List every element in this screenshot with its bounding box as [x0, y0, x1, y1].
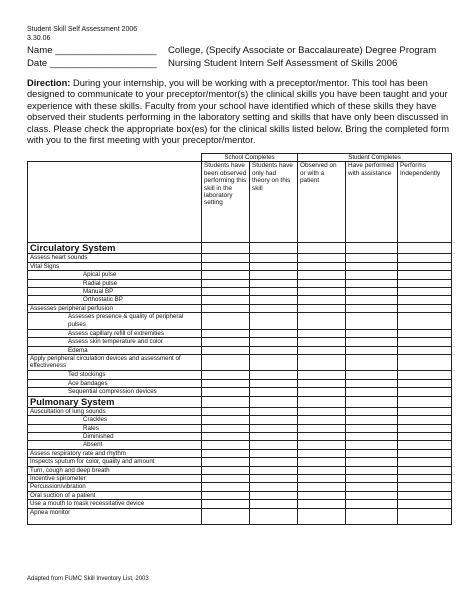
- checkbox-cell-performed-with-assistance[interactable]: [346, 441, 398, 449]
- checkbox-cell-performs-independently[interactable]: [398, 424, 452, 432]
- skill-label: Diminished: [28, 432, 202, 440]
- skill-row: [28, 304, 452, 312]
- checkbox-cell-performs-independently[interactable]: [398, 329, 452, 337]
- checkbox-cell-theory-only[interactable]: [250, 388, 298, 396]
- checkbox-cell-observed-on-patient[interactable]: [298, 491, 346, 499]
- checkbox-cell-theory-only[interactable]: [250, 304, 298, 312]
- checkbox-cell-observed-in-lab[interactable]: [202, 279, 250, 287]
- checkbox-cell-observed-on-patient[interactable]: [298, 262, 346, 270]
- skill-label: Inspects sputum for color, quality and amount: [28, 458, 202, 466]
- skill-label: Rales: [28, 424, 202, 432]
- checkbox-cell-observed-in-lab[interactable]: [202, 338, 250, 346]
- skill-label: Ted stockings: [28, 371, 202, 379]
- checkbox-cell-performed-with-assistance[interactable]: [346, 338, 398, 346]
- checkbox-cell-observed-on-patient[interactable]: [298, 483, 346, 491]
- skill-label: Percussion/vibration: [28, 483, 202, 491]
- checkbox-cell-performs-independently[interactable]: [398, 313, 452, 330]
- document-subtitle: Student Skill Self Assessment 2006: [27, 26, 138, 33]
- checkbox-cell-observed-on-patient[interactable]: [298, 354, 346, 371]
- checkbox-cell-observed-in-lab[interactable]: [202, 508, 250, 525]
- checkbox-cell-performs-independently: [398, 243, 452, 254]
- checkbox-cell-theory-only[interactable]: [250, 346, 298, 354]
- checkbox-cell-performs-independently[interactable]: [398, 354, 452, 371]
- skill-row: [28, 432, 452, 440]
- checkbox-cell-observed-in-lab[interactable]: [202, 388, 250, 396]
- checkbox-cell-performs-independently[interactable]: [398, 449, 452, 457]
- skill-label: Radial pulse: [28, 279, 202, 287]
- checkbox-cell-theory-only[interactable]: [250, 432, 298, 440]
- skill-row: [28, 458, 452, 466]
- student-completes-header: Student Completes: [298, 154, 452, 162]
- checkbox-cell-observed-on-patient[interactable]: [298, 254, 346, 262]
- skill-row: [28, 279, 452, 287]
- checkbox-cell-observed-on-patient[interactable]: [298, 449, 346, 457]
- checkbox-cell-theory-only[interactable]: [250, 279, 298, 287]
- checkbox-cell-performs-independently[interactable]: [398, 279, 452, 287]
- checkbox-cell-performs-independently[interactable]: [398, 262, 452, 270]
- checkbox-cell-observed-on-patient[interactable]: [298, 441, 346, 449]
- checkbox-cell-theory-only[interactable]: [250, 483, 298, 491]
- checkbox-cell-observed-on-patient[interactable]: [298, 474, 346, 482]
- checkbox-cell-observed-on-patient: [298, 396, 346, 407]
- col-performed-with-assistance-header: Have performed with assistance: [346, 162, 398, 243]
- checkbox-cell-observed-on-patient[interactable]: [298, 304, 346, 312]
- checkbox-cell-observed-in-lab[interactable]: [202, 483, 250, 491]
- checkbox-cell-theory-only[interactable]: [250, 254, 298, 262]
- checkbox-cell-observed-on-patient[interactable]: [298, 388, 346, 396]
- checkbox-cell-observed-on-patient[interactable]: [298, 432, 346, 440]
- checkbox-cell-observed-on-patient[interactable]: [298, 424, 346, 432]
- skill-row: [28, 379, 452, 387]
- checkbox-cell-observed-on-patient[interactable]: [298, 508, 346, 525]
- checkbox-cell-theory-only[interactable]: [250, 313, 298, 330]
- blank-corner-cell: [28, 154, 202, 162]
- skill-row: [28, 416, 452, 424]
- checkbox-cell-theory-only: [250, 396, 298, 407]
- skill-label: Assess capillary refill of extremities: [28, 329, 202, 337]
- skill-row: [28, 271, 452, 279]
- skill-row: [28, 500, 452, 508]
- checkbox-cell-performed-with-assistance[interactable]: [346, 424, 398, 432]
- checkbox-cell-observed-on-patient[interactable]: [298, 271, 346, 279]
- checkbox-cell-performs-independently[interactable]: [398, 416, 452, 424]
- name-field-label: Name ___________________: [27, 45, 157, 56]
- column-group-row: [28, 154, 452, 162]
- checkbox-cell-performed-with-assistance[interactable]: [346, 329, 398, 337]
- checkbox-cell-theory-only[interactable]: [250, 354, 298, 371]
- checkbox-cell-performs-independently[interactable]: [398, 466, 452, 474]
- skill-row: [28, 371, 452, 379]
- checkbox-cell-observed-in-lab[interactable]: [202, 371, 250, 379]
- skill-label: Sequential compression devices: [28, 388, 202, 396]
- checkbox-cell-performs-independently[interactable]: [398, 500, 452, 508]
- section-row: [28, 396, 452, 407]
- checkbox-cell-performed-with-assistance[interactable]: [346, 466, 398, 474]
- skill-row: [28, 338, 452, 346]
- checkbox-cell-observed-in-lab[interactable]: [202, 416, 250, 424]
- column-header-row: [28, 162, 452, 243]
- checkbox-cell-performed-with-assistance[interactable]: [346, 254, 398, 262]
- checkbox-cell-performs-independently[interactable]: [398, 441, 452, 449]
- checkbox-cell-performs-independently[interactable]: [398, 379, 452, 387]
- skill-label: Apply peripheral circulation devices and assessment of effectiveness: [28, 354, 202, 371]
- checkbox-cell-observed-in-lab[interactable]: [202, 329, 250, 337]
- col-observed-in-lab-header: Students have been observed performing this skill in the laboratory setting: [202, 162, 250, 243]
- checkbox-cell-performed-with-assistance[interactable]: [346, 313, 398, 330]
- section-heading: Circulatory System: [28, 243, 202, 254]
- checkbox-cell-observed-in-lab[interactable]: [202, 424, 250, 432]
- skills-table: [27, 153, 452, 525]
- skill-row: [28, 354, 452, 371]
- checkbox-cell-performed-with-assistance[interactable]: [346, 508, 398, 525]
- checkbox-cell-observed-in-lab: [202, 396, 250, 407]
- checkbox-cell-performs-independently[interactable]: [398, 407, 452, 415]
- checkbox-cell-theory-only[interactable]: [250, 407, 298, 415]
- skill-row: [28, 288, 452, 296]
- checkbox-cell-performed-with-assistance[interactable]: [346, 500, 398, 508]
- skill-label: Use a mouth to mask recessitative device: [28, 500, 202, 508]
- checkbox-cell-observed-in-lab[interactable]: [202, 449, 250, 457]
- checkbox-cell-performed-with-assistance[interactable]: [346, 271, 398, 279]
- checkbox-cell-observed-in-lab[interactable]: [202, 346, 250, 354]
- checkbox-cell-performed-with-assistance[interactable]: [346, 279, 398, 287]
- checkbox-cell-observed-in-lab[interactable]: [202, 288, 250, 296]
- checkbox-cell-performed-with-assistance: [346, 396, 398, 407]
- direction-label: Direction:: [27, 78, 71, 88]
- skill-row: [28, 346, 452, 354]
- checkbox-cell-performs-independently[interactable]: [398, 474, 452, 482]
- skill-row: [28, 254, 452, 262]
- degree-program-label: College, (Specify Associate or Baccalaureate) Degree Program: [168, 45, 437, 56]
- skill-row: [28, 329, 452, 337]
- direction-paragraph: [27, 78, 451, 146]
- checkbox-cell-observed-on-patient[interactable]: [298, 416, 346, 424]
- checkbox-cell-performs-independently[interactable]: [398, 338, 452, 346]
- checkbox-cell-performs-independently: [398, 396, 452, 407]
- checkbox-cell-performs-independently[interactable]: [398, 508, 452, 525]
- checkbox-cell-observed-in-lab[interactable]: [202, 474, 250, 482]
- checkbox-cell-theory-only[interactable]: [250, 338, 298, 346]
- checkbox-cell-performed-with-assistance[interactable]: [346, 354, 398, 371]
- checkbox-cell-observed-on-patient[interactable]: [298, 458, 346, 466]
- document-date-code: 3.30.06: [27, 35, 51, 42]
- checkbox-cell-performed-with-assistance[interactable]: [346, 407, 398, 415]
- checkbox-cell-observed-on-patient[interactable]: [298, 329, 346, 337]
- checkbox-cell-performs-independently[interactable]: [398, 346, 452, 354]
- checkbox-cell-theory-only[interactable]: [250, 458, 298, 466]
- col-observed-on-patient-header: Observed on or with a patient: [298, 162, 346, 243]
- checkbox-cell-theory-only[interactable]: [250, 500, 298, 508]
- checkbox-cell-performed-with-assistance[interactable]: [346, 432, 398, 440]
- checkbox-cell-performed-with-assistance[interactable]: [346, 474, 398, 482]
- checkbox-cell-theory-only[interactable]: [250, 441, 298, 449]
- skill-label: Crackles: [28, 416, 202, 424]
- checkbox-cell-observed-in-lab[interactable]: [202, 466, 250, 474]
- skill-label: Apical pulse: [28, 271, 202, 279]
- skill-label: Assesses peripheral perfusion: [28, 304, 202, 312]
- checkbox-cell-performs-independently[interactable]: [398, 296, 452, 304]
- checkbox-cell-observed-on-patient[interactable]: [298, 346, 346, 354]
- checkbox-cell-performed-with-assistance: [346, 243, 398, 254]
- skill-label: Orthostatic BP: [28, 296, 202, 304]
- skill-row: [28, 262, 452, 270]
- checkbox-cell-observed-in-lab[interactable]: [202, 313, 250, 330]
- checkbox-cell-performs-independently[interactable]: [398, 388, 452, 396]
- skill-column-header: [28, 162, 202, 243]
- checkbox-cell-observed-in-lab[interactable]: [202, 458, 250, 466]
- checkbox-cell-performed-with-assistance[interactable]: [346, 296, 398, 304]
- checkbox-cell-performed-with-assistance[interactable]: [346, 371, 398, 379]
- checkbox-cell-performed-with-assistance[interactable]: [346, 416, 398, 424]
- checkbox-cell-performed-with-assistance[interactable]: [346, 288, 398, 296]
- checkbox-cell-observed-in-lab[interactable]: [202, 379, 250, 387]
- checkbox-cell-theory-only[interactable]: [250, 371, 298, 379]
- checkbox-cell-observed-on-patient[interactable]: [298, 313, 346, 330]
- checkbox-cell-theory-only[interactable]: [250, 296, 298, 304]
- checkbox-cell-observed-on-patient[interactable]: [298, 466, 346, 474]
- col-performs-independently-header: Performs Independently: [398, 162, 452, 243]
- skill-label: Assess heart sounds: [28, 254, 202, 262]
- checkbox-cell-observed-in-lab[interactable]: [202, 304, 250, 312]
- checkbox-cell-theory-only: [250, 243, 298, 254]
- checkbox-cell-observed-in-lab[interactable]: [202, 491, 250, 499]
- checkbox-cell-theory-only[interactable]: [250, 288, 298, 296]
- checkbox-cell-performed-with-assistance[interactable]: [346, 483, 398, 491]
- checkbox-cell-observed-in-lab[interactable]: [202, 254, 250, 262]
- checkbox-cell-theory-only[interactable]: [250, 262, 298, 270]
- checkbox-cell-observed-in-lab[interactable]: [202, 354, 250, 371]
- checkbox-cell-performs-independently[interactable]: [398, 288, 452, 296]
- skill-label: Turn, cough and deep breath: [28, 466, 202, 474]
- skill-row: [28, 483, 452, 491]
- checkbox-cell-theory-only[interactable]: [250, 271, 298, 279]
- footer-citation: Adapted from FUMC Skill Inventory List, 2003: [27, 576, 149, 582]
- checkbox-cell-performed-with-assistance[interactable]: [346, 458, 398, 466]
- skill-label: Assess respiratory rate and rhythm: [28, 449, 202, 457]
- date-field-label: Date ____________________: [27, 58, 157, 69]
- skill-label: Ace bandages: [28, 379, 202, 387]
- skill-row: [28, 424, 452, 432]
- checkbox-cell-theory-only[interactable]: [250, 329, 298, 337]
- skill-label: Edema: [28, 346, 202, 354]
- skill-row: [28, 466, 452, 474]
- skill-row: [28, 474, 452, 482]
- skill-label: Vital Signs: [28, 262, 202, 270]
- checkbox-cell-performs-independently[interactable]: [398, 432, 452, 440]
- skill-label: Incentive spirometer: [28, 474, 202, 482]
- school-completes-header: School Completes: [202, 154, 298, 162]
- checkbox-cell-performed-with-assistance[interactable]: [346, 449, 398, 457]
- checkbox-cell-observed-on-patient[interactable]: [298, 338, 346, 346]
- checkbox-cell-theory-only[interactable]: [250, 379, 298, 387]
- checkbox-cell-observed-on-patient[interactable]: [298, 279, 346, 287]
- checkbox-cell-performed-with-assistance[interactable]: [346, 491, 398, 499]
- checkbox-cell-performed-with-assistance[interactable]: [346, 304, 398, 312]
- checkbox-cell-performed-with-assistance[interactable]: [346, 379, 398, 387]
- skill-row: [28, 508, 452, 525]
- direction-text: During your internship, you will be working with a preceptor/mentor. This tool has been designed to communicate to your preceptor/mentor(s) the clinical skills you have been taught and your experience with these skills. Faculty from your school have identified which of these skills they have observed their students performing in the laboratory setting and skills that have only been discussed in class. Please check the appropriate box(es) for the clinical skills listed below. Bring the completed form with you to the first meeting with your preceptor/mentor.: [27, 78, 450, 146]
- checkbox-cell-performs-independently[interactable]: [398, 304, 452, 312]
- checkbox-cell-observed-in-lab: [202, 243, 250, 254]
- section-row: [28, 243, 452, 254]
- skill-row: [28, 407, 452, 415]
- skill-label: Absent: [28, 441, 202, 449]
- checkbox-cell-performed-with-assistance[interactable]: [346, 262, 398, 270]
- checkbox-cell-observed-in-lab[interactable]: [202, 407, 250, 415]
- checkbox-cell-performs-independently[interactable]: [398, 483, 452, 491]
- skill-label: Assesses presence & quality of peripheral pulses: [28, 313, 202, 330]
- skill-row: [28, 449, 452, 457]
- skill-row: [28, 388, 452, 396]
- section-heading: Pulmonary System: [28, 396, 202, 407]
- checkbox-cell-observed-in-lab[interactable]: [202, 296, 250, 304]
- checkbox-cell-observed-in-lab[interactable]: [202, 500, 250, 508]
- skill-row: [28, 296, 452, 304]
- checkbox-cell-observed-in-lab[interactable]: [202, 262, 250, 270]
- checkbox-cell-observed-on-patient: [298, 243, 346, 254]
- document-title: Nursing Student Intern Self Assessment of Skills 2006: [168, 58, 398, 69]
- checkbox-cell-performs-independently[interactable]: [398, 254, 452, 262]
- checkbox-cell-performed-with-assistance[interactable]: [346, 388, 398, 396]
- checkbox-cell-theory-only[interactable]: [250, 466, 298, 474]
- checkbox-cell-observed-in-lab[interactable]: [202, 271, 250, 279]
- checkbox-cell-observed-on-patient[interactable]: [298, 379, 346, 387]
- checkbox-cell-performed-with-assistance[interactable]: [346, 346, 398, 354]
- skill-row: [28, 313, 452, 330]
- checkbox-cell-observed-in-lab[interactable]: [202, 441, 250, 449]
- col-theory-only-header: Students have only had theory on this skill: [250, 162, 298, 243]
- checkbox-cell-performs-independently[interactable]: [398, 458, 452, 466]
- skill-row: [28, 491, 452, 499]
- checkbox-cell-theory-only[interactable]: [250, 424, 298, 432]
- checkbox-cell-observed-on-patient[interactable]: [298, 500, 346, 508]
- checkbox-cell-observed-on-patient[interactable]: [298, 296, 346, 304]
- checkbox-cell-theory-only[interactable]: [250, 449, 298, 457]
- checkbox-cell-observed-in-lab[interactable]: [202, 432, 250, 440]
- skill-label: Apnea monitor: [28, 508, 202, 525]
- checkbox-cell-theory-only[interactable]: [250, 491, 298, 499]
- checkbox-cell-theory-only[interactable]: [250, 416, 298, 424]
- checkbox-cell-theory-only[interactable]: [250, 474, 298, 482]
- checkbox-cell-performs-independently[interactable]: [398, 271, 452, 279]
- checkbox-cell-observed-on-patient[interactable]: [298, 288, 346, 296]
- checkbox-cell-observed-on-patient[interactable]: [298, 407, 346, 415]
- skill-label: Auscultation of lung sounds: [28, 407, 202, 415]
- checkbox-cell-theory-only[interactable]: [250, 508, 298, 525]
- skill-label: Oral suction of a patient: [28, 491, 202, 499]
- skill-label: Assess skin temperature and color: [28, 338, 202, 346]
- checkbox-cell-performs-independently[interactable]: [398, 371, 452, 379]
- skill-label: Manual BP: [28, 288, 202, 296]
- checkbox-cell-performs-independently[interactable]: [398, 491, 452, 499]
- skill-row: [28, 441, 452, 449]
- checkbox-cell-observed-on-patient[interactable]: [298, 371, 346, 379]
